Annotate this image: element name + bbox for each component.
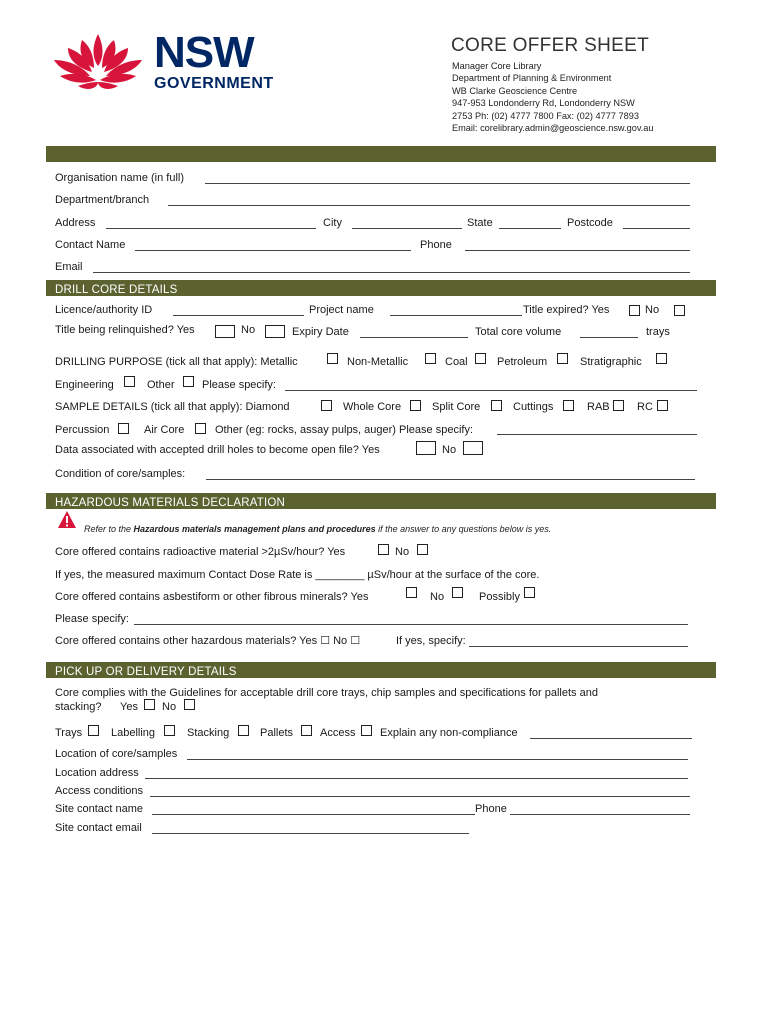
city-field[interactable] [352,228,462,229]
rc-checkbox[interactable] [657,400,668,411]
percussion-checkbox[interactable] [118,423,129,434]
purpose-specify-field[interactable] [285,390,697,391]
stratigraphic-label: Stratigraphic [580,356,642,368]
condition-label: Condition of core/samples: [55,468,186,480]
header-info-4: 947-953 Londonderry Rd, Londonderry NSW [452,98,635,108]
contact-name-label: Contact Name [55,239,126,251]
cuttings-checkbox[interactable] [563,400,574,411]
radioactive-yes-checkbox[interactable] [378,544,389,555]
rab-checkbox[interactable] [613,400,624,411]
expiry-field[interactable] [360,337,468,338]
location-field[interactable] [187,759,688,760]
purpose-specify-label: Please specify: [202,379,276,391]
sample-details-label: SAMPLE DETAILS (tick all that apply): Diamond [55,401,290,413]
project-field[interactable] [390,315,522,316]
organisation-label: Organisation name (in full) [55,172,185,184]
site-email-field[interactable] [152,833,469,834]
access-conditions-label: Access conditions [55,785,144,797]
petroleum-label: Petroleum [497,356,548,368]
warning-icon [57,510,77,530]
drilling-purpose-label: DRILLING PURPOSE (tick all that apply): Metallic [55,356,298,368]
logo-government: GOVERNMENT [154,75,274,92]
explain-label: Explain any non-compliance [380,727,518,739]
open-file-label: Data associated with accepted drill holes to become open file? Yes [55,444,380,456]
project-label: Project name [309,304,374,316]
split-core-label: Split Core [432,401,481,413]
site-contact-field[interactable] [152,814,475,815]
title-expired-yes-checkbox[interactable] [629,305,640,316]
email-field[interactable] [93,272,690,273]
split-core-checkbox[interactable] [491,400,502,411]
location-address-label: Location address [55,767,139,779]
relinquished-yes-checkbox[interactable] [215,325,235,338]
header-info-6: Email: corelibrary.admin@geoscience.nsw.gov.au [452,123,654,133]
hazardous-section-bar [46,493,716,509]
waratah-icon [48,30,148,94]
radioactive-no-checkbox[interactable] [417,544,428,555]
asbestos-yes-checkbox[interactable] [406,587,417,598]
radioactive-no-label: No [395,546,410,558]
asbestos-no-label: No [430,591,445,603]
dose-rate-label: If yes, the measured maximum Contact Dose Rate is ________ µSv/hour at the surface of the core. [55,569,540,581]
site-contact-label: Site contact name [55,803,144,815]
whole-core-checkbox[interactable] [410,400,421,411]
air-core-checkbox[interactable] [195,423,206,434]
asbestos-label: Core offered contains asbestiform or other fibrous minerals? Yes [55,591,369,603]
department-label: Department/branch [55,194,150,206]
condition-field[interactable] [206,479,695,480]
pallets-label: Pallets [260,727,294,739]
access-checkbox[interactable] [361,725,372,736]
petroleum-checkbox[interactable] [557,353,568,364]
cuttings-label: Cuttings [513,401,554,413]
complies-no-label: No [162,701,177,713]
relinquished-label: Title being relinquished? Yes [55,324,195,336]
site-phone-label: Phone [475,803,507,815]
title-expired-no-checkbox[interactable] [674,305,685,316]
other-purpose-checkbox[interactable] [183,376,194,387]
asbestos-no-checkbox[interactable] [452,587,463,598]
other-hazard-specify-label: If yes, specify: [396,635,466,647]
complies-label-2: stacking? [55,701,102,713]
percussion-label: Percussion [55,424,110,436]
site-email-label: Site contact email [55,822,142,834]
other-sample-label: Other (eg: rocks, assay pulps, auger) Please specify: [215,424,474,436]
stacking-checkbox[interactable] [238,725,249,736]
refer-pre: Refer to the [84,524,134,534]
postcode-label: Postcode [567,217,613,229]
asbestos-possibly-label: Possibly [479,591,520,603]
labelling-label: Labelling [111,727,156,739]
city-label: City [323,217,342,229]
access-label: Access [320,727,356,739]
email-label: Email [55,261,83,273]
hazard-refer-note [84,524,551,534]
location-label: Location of core/samples [55,748,178,760]
page-title: CORE OFFER SHEET [451,35,649,56]
pallets-checkbox[interactable] [301,725,312,736]
header-info-3: WB Clarke Geoscience Centre [452,86,578,96]
site-phone-field[interactable] [510,814,690,815]
air-core-label: Air Core [144,424,185,436]
rc-label: RC [637,401,653,413]
open-file-yes-checkbox[interactable] [416,441,436,455]
non-metallic-checkbox[interactable] [425,353,436,364]
title-expired-label: Title expired? Yes [523,304,610,316]
hazard-specify-label: Please specify: [55,613,129,625]
state-field[interactable] [499,228,561,229]
whole-core-label: Whole Core [343,401,402,413]
complies-yes-label: Yes [120,701,138,713]
department-field[interactable] [168,205,690,206]
access-conditions-field[interactable] [150,796,690,797]
logo-nsw: NSW [154,28,254,77]
drill-core-heading: DRILL CORE DETAILS [55,284,178,296]
other-purpose-label: Other [147,379,175,391]
complies-no-checkbox[interactable] [184,699,195,710]
total-volume-field[interactable] [580,337,638,338]
top-divider-bar [46,146,716,162]
postcode-field[interactable] [623,228,690,229]
title-expired-no-label: No [645,304,660,316]
trays-checkbox[interactable] [88,725,99,736]
engineering-label: Engineering [55,379,114,391]
rab-label: RAB [587,401,610,413]
organisation-field[interactable] [205,183,690,184]
coal-label: Coal [445,356,468,368]
hazard-specify-field[interactable] [134,624,688,625]
address-label: Address [55,217,96,229]
stratigraphic-checkbox[interactable] [656,353,667,364]
total-volume-label: Total core volume [475,326,562,338]
phone-field[interactable] [465,250,690,251]
radioactive-label: Core offered contains radioactive material >2µSv/hour? Yes [55,546,346,558]
engineering-checkbox[interactable] [124,376,135,387]
pickup-section-bar [46,662,716,678]
nsw-logo [48,30,288,100]
header-info-1: Manager Core Library [452,61,542,71]
licence-label: Licence/authority ID [55,304,153,316]
licence-field[interactable] [173,315,304,316]
address-field[interactable] [106,228,316,229]
header-info-2: Department of Planning & Environment [452,73,612,83]
metallic-checkbox[interactable] [327,353,338,364]
drill-core-section-bar [46,280,716,296]
hazardous-heading: HAZARDOUS MATERIALS DECLARATION [55,497,286,509]
relinquished-no-checkbox[interactable] [265,325,285,338]
pickup-heading: PICK UP OR DELIVERY DETAILS [55,666,237,678]
trays-label: Trays [55,727,83,739]
header-info-5: 2753 Ph: (02) 4777 7800 Fax: (02) 4777 7893 [452,111,639,121]
phone-label: Phone [420,239,452,251]
other-hazard-specify-field[interactable] [469,646,688,647]
non-metallic-label: Non-Metallic [347,356,409,368]
coal-checkbox[interactable] [475,353,486,364]
expiry-label: Expiry Date [292,326,349,338]
labelling-checkbox[interactable] [164,725,175,736]
complies-label-1: Core complies with the Guidelines for acceptable drill core trays, chip samples and specifications for pallets and [55,687,598,699]
explain-field[interactable] [530,738,692,739]
other-hazard-label: Core offered contains other hazardous materials? Yes ☐ No ☐ [55,635,361,647]
refer-post: if the answer to any questions below is yes. [375,524,552,534]
stacking-label: Stacking [187,727,230,739]
refer-bold: Hazardous materials management plans and procedures [133,524,376,534]
diamond-checkbox[interactable] [321,400,332,411]
location-address-field[interactable] [145,778,688,779]
relinquished-no-label: No [241,324,256,336]
contact-name-field[interactable] [135,250,411,251]
trays-label: trays [646,326,670,338]
state-label: State [467,217,493,229]
asbestos-possibly-checkbox[interactable] [524,587,535,598]
complies-yes-checkbox[interactable] [144,699,155,710]
open-file-no-label: No [442,444,457,456]
open-file-no-checkbox[interactable] [463,441,483,455]
other-sample-field[interactable] [497,434,697,435]
